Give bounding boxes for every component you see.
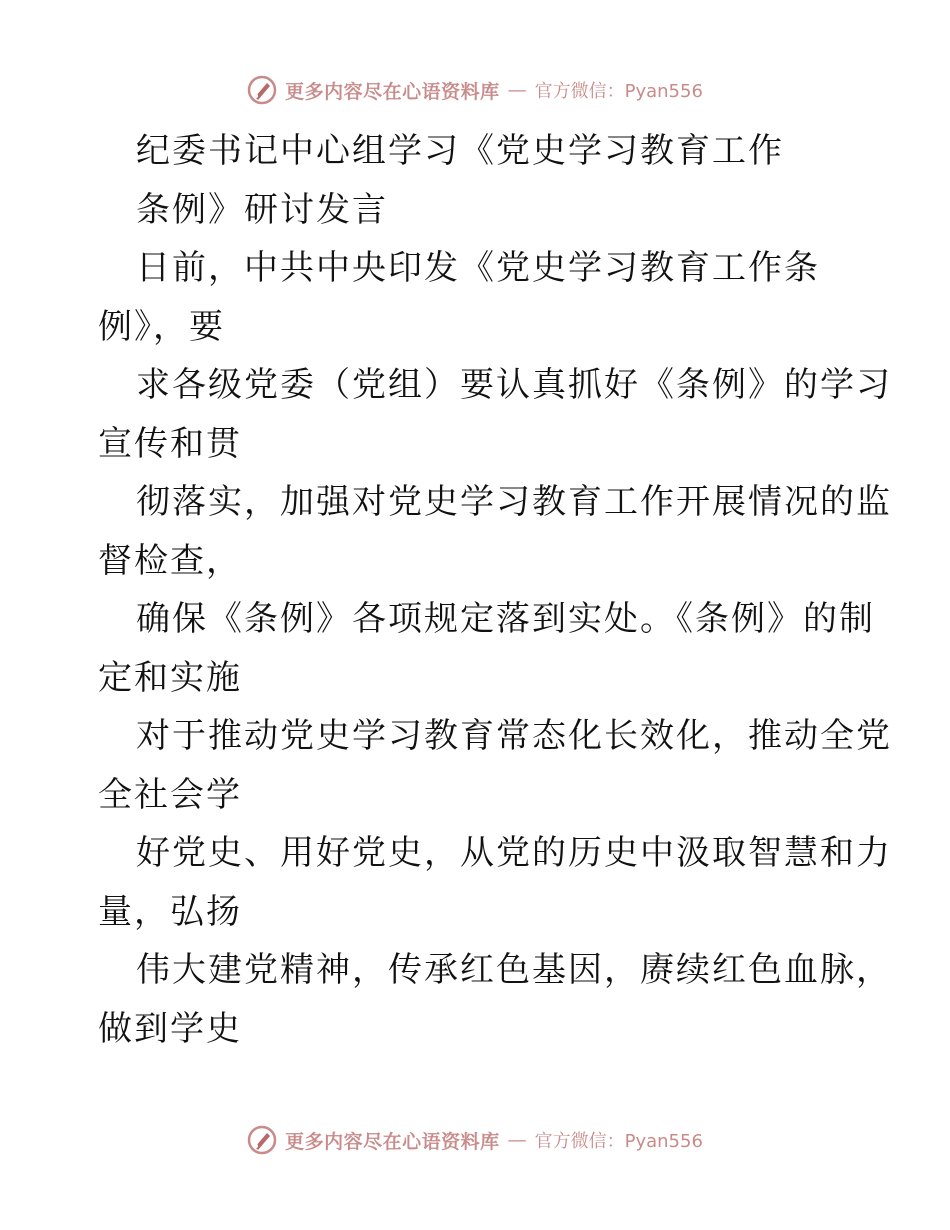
document-text-line: 量，弘扬 — [98, 891, 242, 932]
document-text-line: 彻落实，加强对党史学习教育工作开展情况的监 — [136, 482, 892, 522]
document-text-line: 纪委书记中心组学习《党史学习教育工作 — [136, 131, 784, 171]
document-text-line: 定和实施 — [98, 657, 242, 698]
document-text-line: 全社会学 — [98, 774, 242, 815]
document-text-line: 伟大建党精神，传承红色基因，赓续红色血脉， — [136, 950, 892, 990]
footer-watermark — [0, 1120, 950, 1160]
pen-nib-logo-icon — [247, 1125, 277, 1155]
watermark-dash: — — [507, 79, 527, 101]
document-text-line: 好党史、用好党史，从党的历史中汲取智慧和力 — [136, 833, 892, 873]
document-text-line: 求各级党委（党组）要认真抓好《条例》的学习 — [136, 365, 892, 405]
document-body — [98, 122, 892, 1058]
pen-nib-logo-icon — [247, 75, 277, 105]
document-text-line: 确保《条例》各项规定落到实处。《条例》的制 — [136, 599, 875, 639]
document-text-line: 做到学史 — [98, 1008, 242, 1049]
watermark-site-text: 更多内容尽在心语资料库 — [285, 80, 500, 103]
document-text-line: 督检查， — [98, 540, 242, 581]
document-text-line: 日前，中共中央印发《党史学习教育工作条 — [136, 248, 820, 288]
document-text-line: 条例》研讨发言 — [136, 189, 388, 230]
document-text-line: 例》，要 — [98, 306, 225, 347]
watermark-site-text: 更多内容尽在心语资料库 — [285, 1130, 500, 1153]
watermark-contact: 官方微信：Pyan556 — [534, 1131, 703, 1152]
header-watermark — [0, 70, 950, 110]
watermark-dash: — — [507, 1129, 527, 1151]
watermark-contact: 官方微信：Pyan556 — [534, 81, 703, 102]
document-text-line: 宣传和贯 — [98, 423, 242, 464]
document-text-line: 对于推动党史学习教育常态化长效化，推动全党 — [136, 716, 892, 756]
